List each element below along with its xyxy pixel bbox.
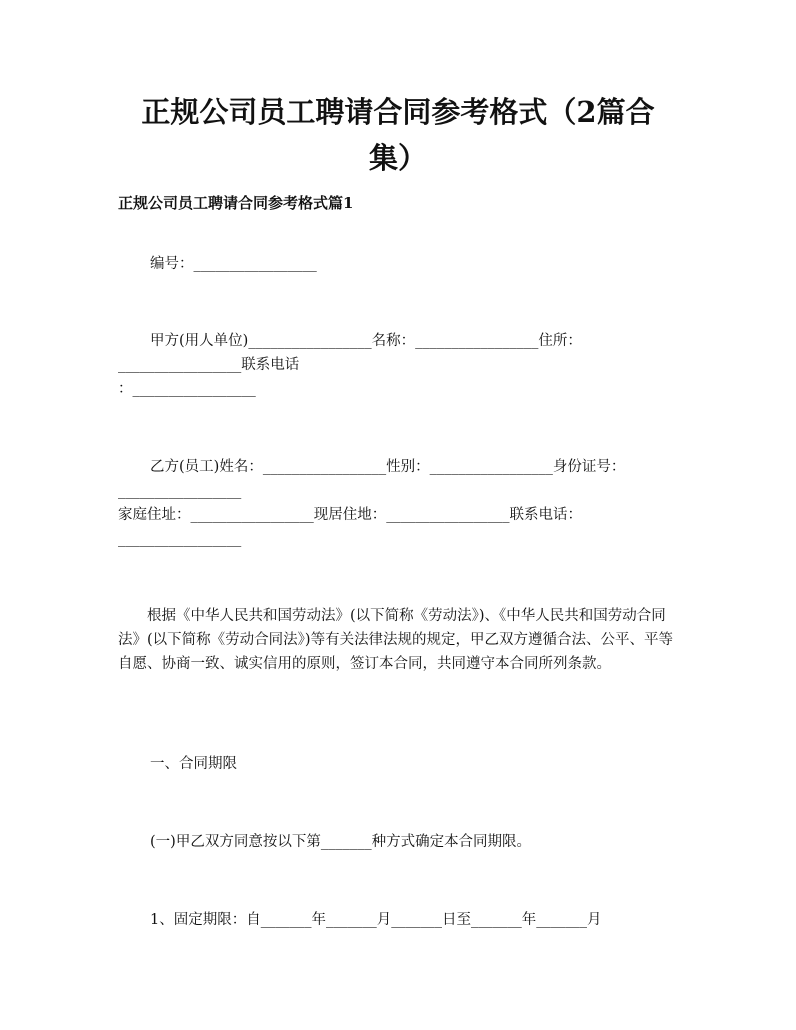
contract-number-line: 编号：_________________	[150, 256, 317, 272]
party-b-line-3: 家庭住址：_________________现居住地：_________________联系电话：	[118, 507, 582, 523]
document-title-line-1: 正规公司员工聘请合同参考格式（2篇合	[141, 95, 655, 129]
party-a-line-3: ：_________________	[118, 381, 256, 397]
clause-fixed-term: 1、固定期限：自_______年_______月_______日至_______年_______月	[150, 912, 602, 928]
party-b-line-1: 乙方(员工)姓名：_________________性别：_________________身份证号：	[150, 459, 626, 475]
preamble-paragraph: 根据《中华人民共和国劳动法》(以下简称《劳动法》)、《中华人民共和国劳动合同法》(以下简称《劳动合同法》)等有关法律法规的规定，甲乙双方遵循合法、公平、平等自愿、协商一致、诚实信用的原则，签订本合同，共同遵守本合同所列条款。	[118, 608, 674, 672]
heading-contract-term: 一、合同期限	[150, 756, 237, 772]
document-title-line-2: 集）	[368, 141, 427, 175]
section-title: 正规公司员工聘请合同参考格式篇1	[118, 194, 354, 212]
party-b-line-4: _________________	[118, 531, 242, 547]
party-a-line-2: _________________联系电话	[118, 357, 300, 373]
clause-term-method: (一)甲乙双方同意按以下第_______种方式确定本合同期限。	[150, 834, 532, 850]
party-a-line-1: 甲方(用人单位)_________________名称：_________________住所：	[150, 333, 582, 349]
party-b-line-2: _________________	[118, 483, 242, 499]
